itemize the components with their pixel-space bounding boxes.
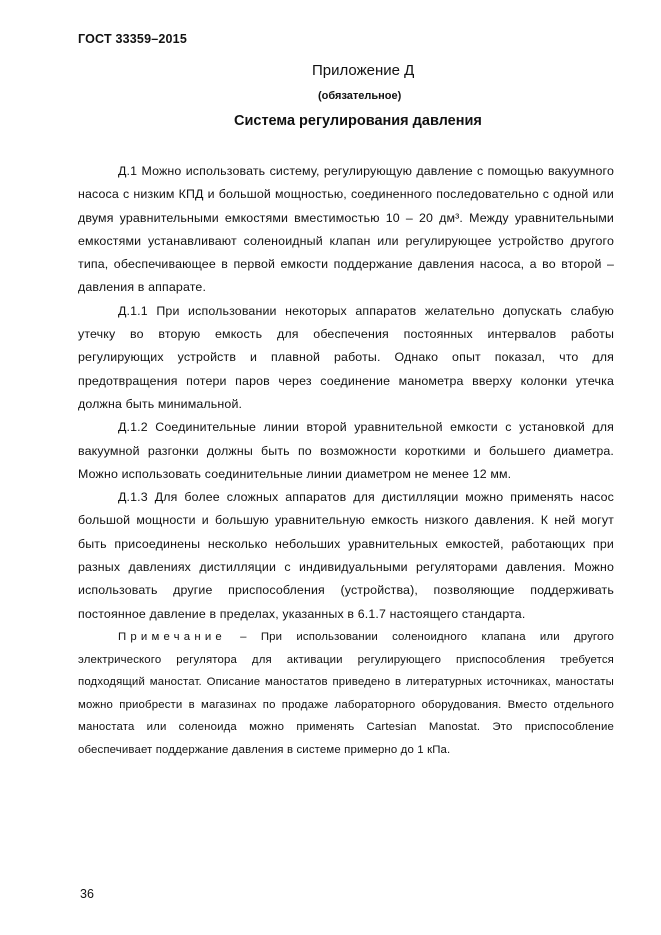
paragraph-d1: Д.1 Можно использовать систему, регулирующую давление с помощью вакуумного насоса с низким КПД и большой мощностью, соединенного последовательно с одной или двумя уравнительными емкостями вместимостью 10 – 20 дм³. Между уравнительными емкостями устанавливают соленоидный клапан или регулирующее устройство другого типа, обеспечивающее в первой емкости поддержание давления насоса, а во второй – давления в аппарате.: [78, 164, 614, 295]
note-dash: –: [225, 630, 261, 643]
paragraph-d1-3: Д.1.3 Для более сложных аппаратов для дистилляции можно применять насос большой мощности и большую уравнительную емкость низкого давления. К ней могут быть присоединены несколько небольших уравнительных емкостей, работающих при разных давлениях дистилляции с индивидуальными регуляторами давления. Можно использовать другие приспособления (устройства), позволяющие поддерживать постоянное давление в пределах, указанных в 6.1.7 настоящего стандарта.: [78, 490, 614, 621]
paragraph-d1-1: Д.1.1 При использовании некоторых аппаратов желательно допускать слабую утечку во вторую емкость для обеспечения постоянных интервалов работы регулирующих устройств и плавной работы. Однако опыт показал, что для предотвращения потери паров через соединение манометра вверху колонки утечка должна быть минимальной.: [78, 303, 614, 411]
note-text: При использовании соленоидного клапана или другого электрического регулятора для активации регулирующего приспособления требуется подходящий маностат. Описание маностатов приведено в литературных источниках, маностаты можно приобрести в магазинах по продаже лабораторного оборудования. Вместо отдельного маностата или соленоида можно применять Cartesian Manostat. Это приспособление обеспечивает поддержание давления в системе примерно до 1 кПа.: [78, 630, 614, 756]
annex-subject-heading: Система регулирования давления: [234, 113, 482, 129]
paragraph-d1-2: Д.1.2 Соединительные линии второй уравнительной емкости с установкой для вакуумной разгонки должны быть по возможности короткими и большего диаметра. Можно использовать соединительные линии диаметром не менее 12 мм.: [78, 420, 614, 481]
page-number: 36: [80, 887, 94, 901]
standard-header: ГОСТ 33359–2015: [78, 32, 187, 46]
annex-status: (обязательное): [318, 90, 402, 102]
note-paragraph: [78, 626, 614, 762]
annex-body: [78, 160, 614, 762]
note-label: Примечание: [118, 630, 226, 643]
annex-title: Приложение Д: [312, 62, 415, 79]
